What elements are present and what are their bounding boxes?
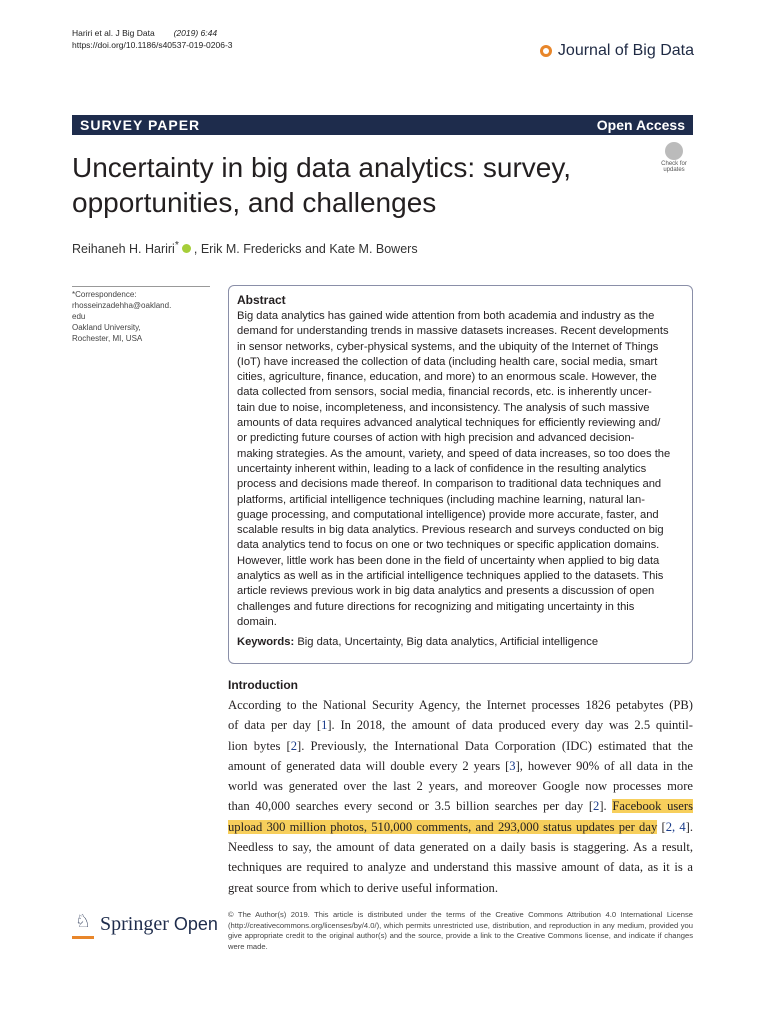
other-authors: , Erik M. Fredericks and Kate M. Bowers: [193, 242, 418, 257]
survey-banner: [72, 115, 693, 135]
abstract-line: scalable results in big data analytics. Previous research and surveys conducted on big: [237, 524, 664, 537]
author-1: Reihaneh H. Hariri: [72, 242, 175, 257]
orcid-icon[interactable]: [182, 244, 191, 253]
intro-line: lion bytes [2]. Previously, the International Data Corporation (IDC) estimated that the: [228, 738, 693, 753]
springer-open-logo: [72, 910, 218, 939]
corr-email[interactable]: rhosseinzadehha@oakland.: [72, 301, 172, 310]
intro-line: According to the National Security Agency, the Internet processes 1826 petabytes (PB): [228, 698, 693, 712]
abstract-line: data collected from sensors, social media, financial records, etc. is inherently uncer-: [237, 386, 652, 399]
abstract-line: data analytics tend to focus on one or two techniques or specific application domains.: [237, 539, 660, 552]
abstract-line: or predicting future courses of action with high precision and advanced decision-: [237, 432, 635, 445]
highlighted-text: Facebook users: [612, 799, 693, 814]
intro-line: than 40,000 searches every second or 3.5 billion searches per day [2]. Facebook users: [228, 799, 693, 814]
correspondence: [72, 286, 210, 344]
abstract-line: demand for understanding trends in massive datasets increases. Recent developments: [237, 325, 669, 338]
introduction-heading: Introduction: [228, 678, 298, 692]
abstract-line: guage processing, and computational intelligence) provide more accurate, faster, and: [237, 508, 659, 521]
journal-brand: [540, 42, 694, 60]
citation: Hariri et al. J Big Data: [72, 28, 155, 38]
intro-line: Needless to say, the amount of data generated on a daily basis is staggering. As a result,: [228, 840, 693, 855]
citation-link[interactable]: 3: [509, 758, 516, 773]
keywords: [237, 636, 684, 648]
abstract-line: (IoT) have increased the collection of data (including health care, social media, smart: [237, 355, 658, 368]
intro-line: of data per day [1]. In 2018, the amount of data produced every day was 2.5 quintil-: [228, 718, 693, 733]
intro-line: world was generated over the last 2 years, and moreover Google now processes more: [228, 779, 693, 794]
open-access-label: Open Access: [596, 117, 685, 133]
check-updates-icon: [665, 142, 683, 160]
abstract-line: platforms, artificial intelligence techniques (including machine learning, natural lan-: [237, 493, 645, 506]
citation-link[interactable]: 2: [290, 738, 297, 753]
intro-line: techniques are required to analyze and understand this massive amount of data, as it is a: [228, 860, 693, 875]
abstract-line: cities, agriculture, finance, education, and more) to an enormous scale. However, the: [237, 371, 657, 384]
intro-line: great source from which to derive useful information.: [228, 880, 498, 895]
citation-link[interactable]: 2: [593, 799, 600, 814]
abstract-line: analytics as well as in the artificial intelligence techniques applied to the datasets. This: [237, 570, 664, 583]
abstract-line: domain.: [237, 615, 277, 628]
corr-affiliation: Oakland University,: [72, 323, 141, 332]
abstract-box: [228, 285, 693, 664]
corr-email-cont[interactable]: edu: [72, 312, 86, 321]
corr-location: Rochester, MI, USA: [72, 334, 143, 343]
citation-header: [72, 27, 233, 51]
volume: (2019) 6:44: [173, 28, 218, 38]
abstract-heading: Abstract: [237, 293, 286, 307]
citation-link[interactable]: 1: [321, 718, 328, 733]
highlighted-text: upload 300 million photos, 510,000 comments, and 293,000 status updates per day: [228, 819, 658, 834]
journal-name: Journal of Big Data: [557, 42, 694, 59]
publisher-suffix: Open: [173, 914, 218, 934]
abstract-line: However, little work has been done in the field of uncertainty when applied to big data: [237, 554, 660, 567]
keywords-list: Big data, Uncertainty, Big data analytics, Artificial intelligence: [297, 636, 599, 649]
abstract-line: process and decisions made thereof. In comparison to traditional data techniques and: [237, 478, 662, 491]
abstract-line: in sensor networks, cyber-physical systems, and the ubiquity of the Internet of Things: [237, 340, 659, 353]
springer-horse-icon: ♘: [72, 910, 94, 939]
abstract-line: article reviews previous work in big data analytics and presents a discussion of open: [237, 585, 655, 598]
correspondence-mark: *: [174, 240, 179, 251]
abstract-line: challenges and future directions for recognizing and mitigating uncertainty in this: [237, 600, 635, 613]
keywords-label: Keywords:: [237, 636, 295, 649]
abstract-line: Big data analytics has gained wide attention from both academia and industry as the: [237, 310, 655, 322]
abstract-line: making strategies. As the amount, variety, and speed of data increases, so too does the: [237, 447, 671, 460]
intro-line: upload 300 million photos, 510,000 comments, and 293,000 status updates per day [2, 4].: [228, 819, 694, 834]
publisher-name: Springer: [100, 913, 169, 935]
journal-logo-icon: [540, 45, 552, 57]
corr-label: *Correspondence:: [72, 290, 137, 299]
license-text: © The Author(s) 2019. This article is distributed under the terms of the Creative Commons Attribution 4.0 International License (http://creativecommons.org/licenses/by/4.0/), which permits unrestricted use, distribution, and reproduction in any medium, provided you give appropriate credit to the original author(s) and the source, provide a link to the Creative Commons license, and indicate if changes were made.: [228, 910, 693, 951]
abstract-line: uncertainty inherent within, leading to a lack of confidence in the resulting analytics: [237, 462, 647, 475]
citation-link[interactable]: 2, 4: [665, 819, 686, 834]
introduction-section: [228, 678, 693, 898]
abstract-line: amounts of data requires advanced analytical techniques for efficiently reviewing and/: [237, 417, 661, 430]
abstract-text: [237, 309, 684, 630]
check-for-updates-badge[interactable]: [656, 142, 692, 178]
authors: [72, 240, 418, 256]
abstract-line: tain due to noise, incompleteness, and inconsistency. The analysis of such massive: [237, 401, 650, 414]
intro-line: amount of generated data will double every 2 years [3], however 90% of all data in the: [228, 758, 693, 773]
doi-link[interactable]: https://doi.org/10.1186/s40537-019-0206-3: [72, 40, 233, 50]
page-title: Uncertainty in big data analytics: survey, opportunities, and challenges: [72, 152, 572, 218]
check-updates-label: Check for updates: [661, 161, 687, 173]
paper-type: SURVEY PAPER: [80, 117, 201, 133]
